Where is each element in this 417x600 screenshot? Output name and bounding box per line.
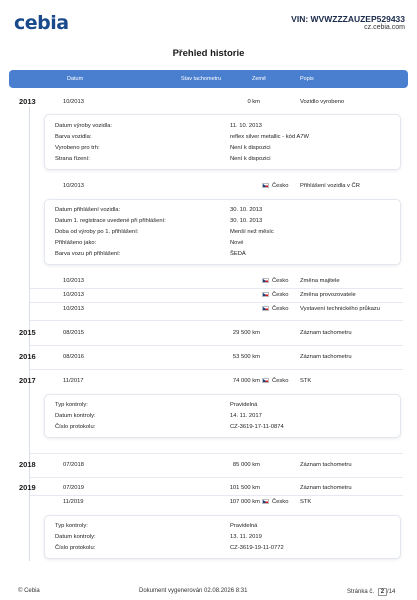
detail-field: Pravidelná [230, 402, 258, 408]
row-cell: 0 km [247, 99, 260, 105]
czech-flag-icon [262, 306, 269, 311]
year-label: 2016 [19, 352, 36, 361]
year-label: 2019 [19, 483, 36, 492]
table-row [30, 375, 403, 389]
row-cell: 11/2017 [63, 378, 84, 384]
table-row [30, 351, 403, 365]
table-row [30, 327, 403, 341]
row-cell: Vozidlo vyrobeno [300, 99, 345, 105]
col-country: Země [252, 76, 267, 82]
row-cell: 74 000 km [232, 378, 260, 384]
detail-card [44, 394, 401, 438]
row-divider [30, 369, 403, 370]
row-cell: Vystavení technického průkazu [300, 306, 381, 312]
detail-field: Přihlášeno jako: [55, 240, 97, 246]
detail-field: Číslo protokolu: [55, 545, 96, 551]
row-cell: 08/2015 [63, 330, 84, 336]
detail-field: Barva vozidla: [55, 134, 92, 140]
detail-field: CZ-3619-19-11-0772 [230, 545, 284, 551]
detail-field: Datum 1. registrace uvedené při přihlášení: [55, 218, 166, 224]
detail-field: Není k dispozici [230, 145, 271, 151]
row-cell: 53 500 km [232, 354, 260, 360]
row-cell: Přihlášení vozidla v ČR [300, 183, 360, 189]
row-cell: Česko [262, 183, 288, 189]
detail-card [44, 199, 401, 265]
czech-flag-icon [262, 378, 269, 383]
detail-field: Menší než měsíc [230, 229, 274, 235]
detail-field: Číslo protokolu: [55, 424, 96, 430]
table-row [30, 482, 403, 496]
row-cell: Záznam tachometru [300, 354, 352, 360]
row-divider [30, 320, 403, 321]
detail-field: reflex silver metallic - kód A7W [230, 134, 309, 140]
detail-field: Strana řízení: [55, 156, 90, 162]
detail-field: 30. 10. 2013 [230, 207, 263, 213]
table-row [30, 275, 403, 289]
detail-field: CZ-3619-17-11-0874 [230, 424, 284, 430]
row-cell: Česko [262, 499, 288, 505]
row-cell: 08/2016 [63, 354, 84, 360]
detail-field: Pravidelná [230, 523, 258, 529]
detail-field: Barva vozu při přihlášení: [55, 251, 121, 257]
row-cell: Záznam tachometru [300, 485, 352, 491]
detail-card [44, 515, 401, 559]
table-row [30, 180, 403, 194]
row-divider [30, 345, 403, 346]
detail-field: Typ kontroly: [55, 523, 88, 529]
row-divider [30, 477, 403, 478]
detail-field: Nové [230, 240, 244, 246]
row-cell: Česko [262, 278, 288, 284]
footer-generated: Dokument vygenerován 02.08.2026 8:31 [139, 588, 248, 594]
col-km: Stav tachometru [181, 76, 222, 82]
detail-field: Není k dispozici [230, 156, 271, 162]
table-row [30, 496, 403, 510]
table-row [30, 303, 403, 317]
row-cell: 11/2019 [63, 499, 84, 505]
row-cell: 07/2019 [63, 485, 84, 491]
detail-field: 11. 10. 2013 [230, 123, 262, 129]
row-cell: STK [300, 499, 312, 505]
detail-field: Doba od výroby po 1. přihlášení: [55, 229, 139, 235]
year-label: 2015 [19, 328, 36, 337]
detail-field: Datum výroby vozidla: [55, 123, 113, 129]
cebia-logo: cebia [14, 12, 69, 34]
year-label: 2017 [19, 376, 36, 385]
detail-field: 30. 10. 2013 [230, 218, 263, 224]
row-cell: Záznam tachometru [300, 462, 352, 468]
page-title: Přehled historie [172, 48, 245, 59]
col-desc: Popis [300, 76, 314, 82]
czech-flag-icon [262, 278, 269, 283]
page-number: 2 [378, 588, 387, 596]
row-cell: STK [300, 378, 312, 384]
detail-card [44, 114, 401, 170]
row-cell: 101 500 km [229, 485, 260, 491]
czech-flag-icon [262, 292, 269, 297]
detail-field: ŠEDÁ [230, 251, 246, 257]
row-cell: Záznam tachometru [300, 330, 352, 336]
col-date: Datum [67, 76, 84, 82]
row-divider [30, 453, 403, 454]
detail-field: 13. 11. 2019 [230, 534, 262, 540]
row-cell: 29 500 km [232, 330, 260, 336]
row-cell: 10/2013 [63, 292, 84, 298]
year-label: 2013 [19, 97, 36, 106]
vin-number: VIN: WVWZZZAUZEP529433 [291, 14, 405, 24]
site-link[interactable]: cz.cebia.com [364, 24, 405, 31]
row-cell: Česko [262, 378, 288, 384]
czech-flag-icon [262, 499, 269, 504]
row-cell: 10/2013 [63, 99, 84, 105]
row-cell: 107 000 km [229, 499, 260, 505]
footer-page: Stránka č. 2 /14 [347, 589, 396, 595]
detail-field: Vyrobeno pro trh: [55, 145, 100, 151]
detail-field: Datum kontroly: [55, 534, 96, 540]
row-cell: Česko [262, 306, 288, 312]
row-cell: 07/2018 [63, 462, 84, 468]
row-cell: Česko [262, 292, 288, 298]
year-label: 2018 [19, 460, 36, 469]
table-row [30, 459, 403, 473]
row-cell: Změna majitele [300, 278, 340, 284]
table-row [30, 96, 403, 110]
table-header [9, 70, 408, 88]
row-cell: 10/2013 [63, 278, 84, 284]
row-cell: 85 000 km [232, 462, 260, 468]
detail-field: Datum přihlášení vozidla: [55, 207, 121, 213]
footer-copyright: © Cebia [18, 588, 40, 594]
row-cell: 10/2013 [63, 306, 84, 312]
detail-field: Datum kontroly: [55, 413, 96, 419]
detail-field: Typ kontroly: [55, 402, 88, 408]
row-cell: Změna provozovatele [300, 292, 356, 298]
detail-field: 14. 11. 2017 [230, 413, 262, 419]
czech-flag-icon [262, 183, 269, 188]
table-row [30, 289, 403, 303]
row-cell: 10/2013 [63, 183, 84, 189]
